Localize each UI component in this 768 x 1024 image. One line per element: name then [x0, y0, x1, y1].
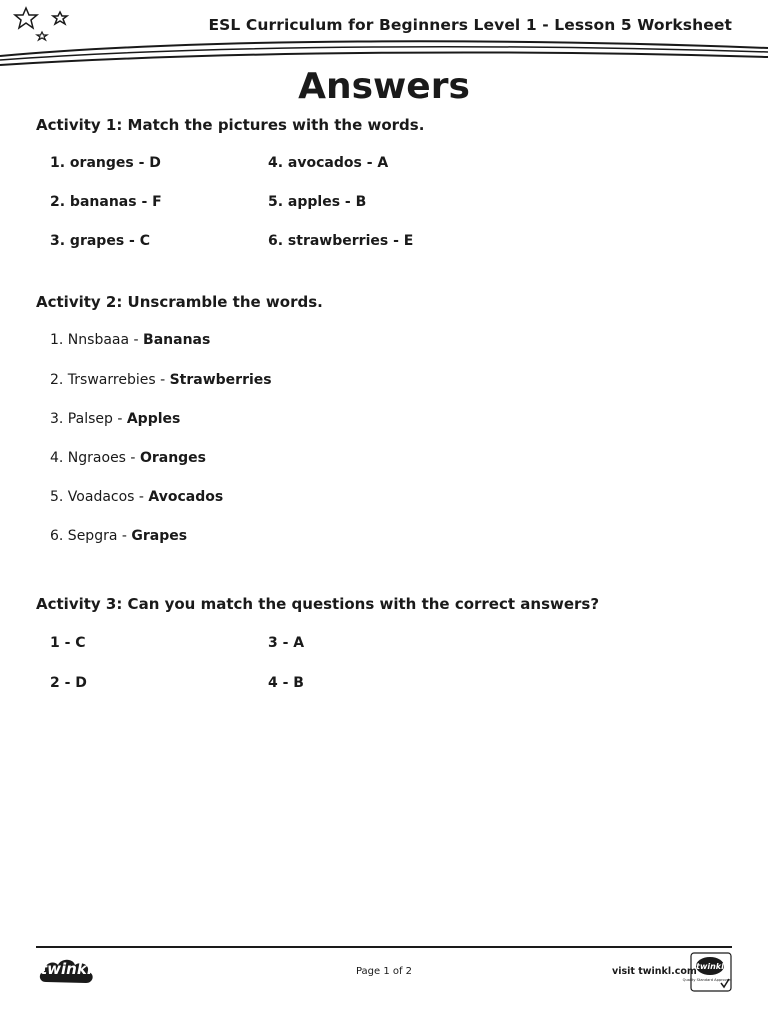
activity1-answer: 6. strawberries - E — [268, 233, 414, 249]
activity1-answer: 2. bananas - F — [50, 194, 162, 210]
page-title: Answers — [298, 66, 470, 107]
visit-website-link[interactable]: visit twinkl.com — [612, 966, 697, 977]
activity2-heading: Activity 2: Unscramble the words. — [36, 293, 323, 311]
unscramble-item — [50, 450, 206, 466]
activity1-answer: 4. avocados - A — [268, 155, 389, 171]
activity1-heading: Activity 1: Match the pictures with the words. — [36, 116, 425, 134]
unscrambled-answer: Apples — [126, 411, 181, 427]
worksheet-header-title: ESL Curriculum for Beginners Level 1 - Lesson 5 Worksheet — [208, 16, 732, 34]
scrambled-word: 4. Ngraoes - — [50, 450, 140, 466]
activity1-answer: 5. apples - B — [268, 194, 367, 210]
scrambled-word: 3. Palsep - — [50, 411, 127, 427]
unscrambled-answer: Grapes — [131, 528, 188, 544]
unscrambled-answer: Bananas — [143, 332, 211, 348]
activity1-answer: 3. grapes - C — [50, 233, 150, 249]
unscrambled-answer: Oranges — [139, 450, 207, 466]
scrambled-word: 5. Voadacos - — [50, 489, 149, 505]
twinkl-logo-text: twinkl — [40, 960, 92, 978]
scrambled-word: 2. Trswarrebies - — [50, 372, 170, 388]
activity3-answer: 4 - B — [268, 675, 304, 691]
activity3-heading: Activity 3: Can you match the questions with the correct answers? — [36, 595, 600, 613]
unscramble-item — [50, 528, 187, 544]
quality-badge-icon — [682, 952, 732, 992]
header-swoosh-decoration — [0, 34, 768, 68]
unscramble-item — [50, 372, 272, 388]
unscramble-item — [50, 489, 223, 505]
activity3-answer: 1 - C — [50, 635, 86, 651]
unscramble-item — [50, 332, 210, 348]
scrambled-word: 6. Sepgra - — [50, 528, 132, 544]
activity1-answer: 1. oranges - D — [50, 155, 161, 171]
scrambled-word: 1. Nnsbaaa - — [50, 332, 144, 348]
badge-logo-text: twinkl — [696, 962, 724, 971]
activity3-answer: 3 - A — [268, 635, 305, 651]
page-number: Page 1 of 2 — [355, 966, 413, 977]
unscrambled-answer: Strawberries — [169, 372, 272, 388]
activity3-answer: 2 - D — [50, 675, 87, 691]
unscrambled-answer: Avocados — [148, 489, 224, 505]
unscramble-item — [50, 411, 180, 427]
footer-divider — [36, 946, 732, 948]
badge-caption: Quality Standard Approved — [682, 978, 732, 982]
